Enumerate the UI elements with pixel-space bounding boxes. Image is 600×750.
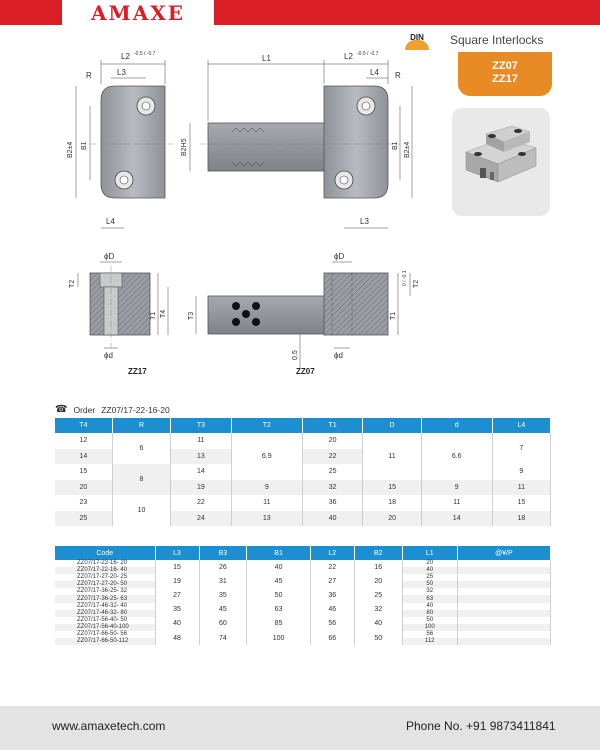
price-cell	[457, 560, 550, 567]
dim-t4: T4	[160, 309, 167, 318]
dim-phi-big-right: ϕD	[334, 252, 345, 261]
table-header	[55, 418, 551, 433]
dim-l4-top: L4	[370, 68, 379, 77]
dim-t1-tol: 0 / -0.1	[402, 270, 408, 286]
dim-l1: L1	[262, 54, 271, 63]
cell: 74	[199, 631, 247, 645]
cell: 22	[302, 449, 363, 465]
cell: 48	[155, 631, 199, 645]
cell: 46	[310, 603, 354, 617]
dim-l3-bottom: L3	[360, 217, 369, 226]
dim-l4-bottom: L4	[106, 217, 115, 226]
cell: 11	[492, 480, 550, 496]
col-t2: T2	[231, 418, 302, 433]
cell: 15	[363, 480, 421, 496]
col-t3: T3	[171, 418, 232, 433]
dim-l3-top: L3	[117, 68, 126, 77]
cell: 45	[199, 603, 247, 617]
zz17-top-view	[90, 86, 175, 198]
price-cell	[457, 581, 550, 588]
cell: 12	[55, 433, 112, 449]
cell: ZZ07/17-22-16- 20	[55, 560, 155, 567]
table-row	[55, 617, 551, 624]
col-b2: B2	[354, 546, 402, 560]
din-badge-label: DIN	[410, 33, 424, 42]
table-row	[55, 560, 551, 567]
price-cell	[457, 624, 550, 631]
dim-b2-left: B2±4	[67, 141, 74, 158]
order-example: ZZ07/17-22-16-20	[101, 404, 170, 415]
cell: 14	[55, 449, 112, 465]
zz17-side-view	[90, 266, 150, 348]
price-cell	[457, 638, 550, 645]
cell: 60	[199, 617, 247, 631]
product-code-zz17: ZZ17	[492, 73, 518, 85]
cell: 36	[302, 495, 363, 511]
cell: 32	[302, 480, 363, 496]
col-l4: L4	[492, 418, 550, 433]
cell: 35	[155, 603, 199, 617]
dim-l2-left-tol: -0.5 / -0.7	[134, 51, 156, 57]
dim-r-left: R	[86, 71, 92, 80]
price-cell	[457, 595, 550, 602]
price-cell	[457, 617, 550, 624]
cell: 11	[421, 495, 492, 511]
cell: 35	[199, 588, 247, 602]
product-photo	[452, 108, 550, 216]
cell: 26	[199, 560, 247, 574]
cell: 31	[199, 574, 247, 588]
cell: 40	[354, 617, 402, 631]
dim-phi-small-left: ϕd	[104, 351, 113, 360]
cell: 85	[247, 617, 310, 631]
cell: 10	[112, 495, 170, 526]
cell: 11	[363, 433, 421, 480]
cell: 80	[402, 610, 457, 617]
cell: 56	[402, 631, 457, 638]
cell: 15	[55, 464, 112, 480]
dim-t3: T3	[188, 311, 195, 320]
cell: ZZ07/17-66-50-112	[55, 638, 155, 645]
cell: 63	[402, 595, 457, 602]
cell: 40	[302, 511, 363, 527]
cell: 25	[402, 574, 457, 581]
header-bar	[0, 0, 600, 25]
cell: 9	[492, 464, 550, 480]
cell: 6	[112, 433, 170, 464]
cell: 19	[171, 480, 232, 496]
product-title: Square Interlocks	[450, 33, 544, 47]
cell: 40	[402, 603, 457, 610]
cell: 19	[155, 574, 199, 588]
cell: ZZ07/17-36-25- 63	[55, 595, 155, 602]
cell: 20	[55, 480, 112, 496]
cell: ZZ07/17-46-32- 80	[55, 610, 155, 617]
cell: 7	[492, 433, 550, 464]
cell: 63	[247, 603, 310, 617]
dim-b2-right: B2±4	[404, 141, 411, 158]
din-badge	[402, 33, 432, 47]
cell: 22	[171, 495, 232, 511]
cell: 66	[310, 631, 354, 645]
cell: 8	[112, 464, 170, 495]
cell: 25	[354, 588, 402, 602]
cell: 25	[302, 464, 363, 480]
col-t1: T1	[302, 418, 363, 433]
cell: 18	[492, 511, 550, 527]
order-label: Order	[73, 404, 96, 415]
price-cell	[457, 603, 550, 610]
dim-t2-right: T2	[413, 279, 420, 288]
footer	[0, 706, 600, 750]
cell: 23	[55, 495, 112, 511]
table-row	[55, 631, 551, 638]
col-b1: B1	[247, 546, 310, 560]
phone-icon: ☎	[55, 404, 68, 415]
cell: 36	[310, 588, 354, 602]
cell: 9	[421, 480, 492, 496]
dimension-table	[55, 418, 551, 526]
brand-logo-text: AMAXE	[91, 0, 185, 25]
cell: 100	[247, 631, 310, 645]
zz07-top-view	[200, 86, 400, 198]
cell: 15	[155, 560, 199, 574]
label-zz07: ZZ07	[296, 367, 315, 376]
col-code: Code	[55, 546, 155, 560]
cell: 50	[402, 617, 457, 624]
cell: 20	[402, 560, 457, 567]
price-cell	[457, 588, 550, 595]
cell: ZZ07/17-46-32- 40	[55, 603, 155, 610]
code-table	[55, 546, 551, 645]
dim-t2-left: T2	[69, 279, 76, 288]
table-row	[55, 433, 551, 449]
cell: 18	[363, 495, 421, 511]
zz07-side-view	[208, 273, 388, 335]
cell: 32	[402, 588, 457, 595]
cell: 14	[421, 511, 492, 527]
price-cell	[457, 574, 550, 581]
cell: 16	[354, 560, 402, 574]
cell: 45	[247, 574, 310, 588]
cell: 15	[492, 495, 550, 511]
technical-drawing	[0, 48, 450, 388]
price-cell	[457, 631, 550, 638]
dim-phi-big-left: ϕD	[104, 252, 115, 261]
cell: ZZ07/17-56-40- 50	[55, 617, 155, 624]
table-row	[55, 495, 551, 511]
col-d: D	[363, 418, 421, 433]
cell: 11	[171, 433, 232, 449]
table-row	[55, 588, 551, 595]
cell: 32	[354, 603, 402, 617]
cell: 27	[155, 588, 199, 602]
product-code-zz07: ZZ07	[492, 60, 518, 72]
product-photo-render	[452, 108, 550, 216]
cell: 20	[354, 574, 402, 588]
cell: 112	[402, 638, 457, 645]
col-l2: L2	[310, 546, 354, 560]
dim-t1-right: T1	[390, 311, 397, 320]
col-b3: B3	[199, 546, 247, 560]
label-zz17: ZZ17	[128, 367, 147, 376]
cell: ZZ07/17-36-25- 32	[55, 588, 155, 595]
cell: 40	[402, 567, 457, 574]
cell: 6.6	[421, 433, 492, 480]
product-code-tag	[458, 52, 552, 96]
price-cell	[457, 610, 550, 617]
cell: ZZ07/17-27-20- 25	[55, 574, 155, 581]
website-link[interactable]: www.amaxetech.com	[52, 719, 166, 733]
dim-t1-left: T1	[150, 311, 157, 320]
col-d-small: d	[421, 418, 492, 433]
cell: 13	[231, 511, 302, 527]
cell: 50	[402, 581, 457, 588]
cell: 22	[310, 560, 354, 574]
cell: 40	[155, 617, 199, 631]
cell: 11	[231, 495, 302, 511]
dim-b1-left: B1	[81, 141, 88, 150]
cell: 25	[55, 511, 112, 527]
cell: 9	[231, 480, 302, 496]
order-line	[55, 404, 170, 415]
cell: 6.9	[231, 433, 302, 480]
table-row	[55, 574, 551, 581]
dim-phi-small-right: ϕd	[334, 351, 343, 360]
cell: 27	[310, 574, 354, 588]
cell: 24	[171, 511, 232, 527]
cell: 50	[354, 631, 402, 645]
dim-l2-left: L2	[121, 52, 130, 61]
cell: ZZ07/17-27-20- 50	[55, 581, 155, 588]
cell: 50	[247, 588, 310, 602]
col-t4: T4	[55, 418, 112, 433]
dim-b2h5: B2H5	[181, 138, 188, 156]
cell: 40	[247, 560, 310, 574]
dim-b1-right: B1	[392, 141, 399, 150]
dim-r-right: R	[395, 71, 401, 80]
col-l1: L1	[402, 546, 457, 560]
cell: ZZ07/17-56-40-100	[55, 624, 155, 631]
cell: ZZ07/17-66-50- 56	[55, 631, 155, 638]
cell: 13	[171, 449, 232, 465]
phone-number[interactable]: Phone No. +91 9873411841	[406, 719, 556, 733]
cell: 20	[302, 433, 363, 449]
brand-logo[interactable]	[62, 0, 214, 25]
col-price: @¥/P	[457, 546, 550, 560]
price-cell	[457, 567, 550, 574]
table-header	[55, 546, 551, 560]
cell: ZZ07/17-22-16- 40	[55, 567, 155, 574]
dim-gap: 0.5	[292, 350, 299, 360]
dim-l2-right: L2	[344, 52, 353, 61]
cell: 100	[402, 624, 457, 631]
cell: 20	[363, 511, 421, 527]
cell: 56	[310, 617, 354, 631]
table-row	[55, 603, 551, 610]
col-r: R	[112, 418, 170, 433]
dim-l2-right-tol: -0.5 / -0.7	[357, 51, 379, 57]
cell: 14	[171, 464, 232, 480]
code-table-body	[55, 560, 551, 645]
col-l3: L3	[155, 546, 199, 560]
